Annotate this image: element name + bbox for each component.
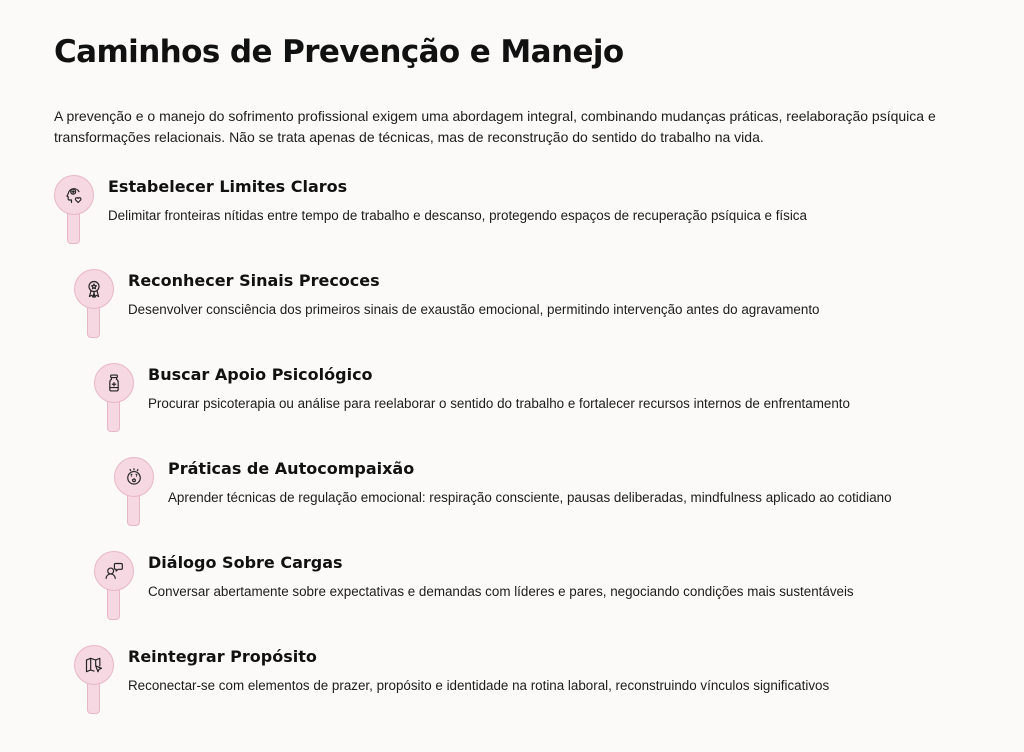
step-marker — [94, 363, 134, 435]
jar-icon — [104, 373, 124, 393]
step-title: Reconhecer Sinais Precoces — [128, 271, 380, 290]
step-title: Reintegrar Propósito — [128, 647, 317, 666]
step-marker — [74, 269, 114, 341]
step-description: Desenvolver consciência dos primeiros sinais de exaustão emocional, permitindo intervenção antes do agravamento — [128, 302, 820, 317]
step-description: Reconectar-se com elementos de prazer, propósito e identidade na rotina laboral, reconstruindo vínculos significativos — [128, 678, 830, 693]
step-title: Diálogo Sobre Cargas — [148, 553, 343, 572]
map-pointer-icon — [84, 655, 104, 675]
head-heart-icon — [64, 185, 84, 205]
step-description: Conversar abertamente sobre expectativas e demandas com líderes e pares, negociando condições mais sustentáveis — [148, 584, 854, 599]
step-description: Delimitar fronteiras nítidas entre tempo de trabalho e descanso, protegendo espaços de recuperação psíquica e física — [108, 208, 807, 223]
step-marker — [94, 551, 134, 623]
step-marker — [114, 457, 154, 529]
person-speech-icon — [104, 561, 124, 581]
step-description: Aprender técnicas de regulação emocional: respiração consciente, pausas deliberadas, mindfulness aplicado ao cotidiano — [168, 490, 892, 505]
step-description: Procurar psicoterapia ou análise para reelaborar o sentido do trabalho e fortalecer recursos internos de enfrentamento — [148, 396, 850, 411]
intro-paragraph: A prevenção e o manejo do sofrimento profissional exigem uma abordagem integral, combinando mudanças práticas, reelaboração psíquica e transformações relacionais. Não se trata apenas de técnicas, mas de reconstrução do sentido do trabalho na vida. — [54, 108, 936, 145]
step-marker — [54, 175, 94, 247]
page-title: Caminhos de Prevenção e Manejo — [54, 34, 624, 70]
step-title: Buscar Apoio Psicológico — [148, 365, 373, 384]
surprised-face-icon — [124, 467, 144, 487]
step-marker — [74, 645, 114, 717]
award-ribbon-icon — [84, 279, 104, 299]
step-title: Estabelecer Limites Claros — [108, 177, 348, 196]
step-title: Práticas de Autocompaixão — [168, 459, 415, 478]
